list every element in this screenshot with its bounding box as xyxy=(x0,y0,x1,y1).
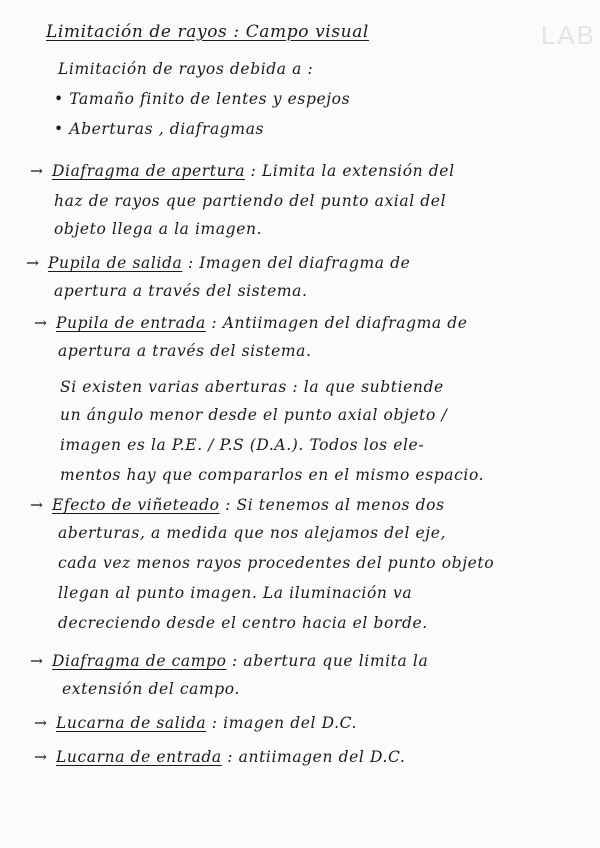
definition: : Limita la extensión del xyxy=(245,162,455,180)
term: Lucarna de salida xyxy=(56,714,207,732)
definition-line: mentos hay que compararlos en el mismo espacio. xyxy=(60,466,485,484)
definition-line: llegan al punto imagen. La iluminación va xyxy=(58,584,413,602)
term: Pupila de entrada xyxy=(56,314,206,332)
section-diafragma-campo xyxy=(30,652,428,670)
term: Pupila de salida xyxy=(48,254,183,272)
arrow-icon: → xyxy=(30,496,44,514)
definition-line: cada vez menos rayos procedentes del punto objeto xyxy=(58,554,495,572)
term: Diafragma de campo xyxy=(52,652,227,670)
definition-line: objeto llega a la imagen. xyxy=(54,220,263,238)
definition-line: aberturas, a medida que nos alejamos del eje, xyxy=(58,524,447,542)
arrow-icon: → xyxy=(34,748,48,766)
definition-line: decreciendo desde el centro hacia el borde. xyxy=(58,614,428,632)
bleed-through-mark: LAB xyxy=(540,20,596,50)
term: Efecto de viñeteado xyxy=(52,496,220,514)
page-title: Limitación de rayos : Campo visual xyxy=(46,22,369,42)
definition: : imagen del D.C. xyxy=(206,714,358,732)
definition: : abertura que limita la xyxy=(226,652,429,670)
term: Lucarna de entrada xyxy=(56,748,222,766)
definition-line: un ángulo menor desde el punto axial objeto / xyxy=(60,406,448,424)
section-pupila-entrada xyxy=(34,314,468,332)
section-efecto-vineteado xyxy=(30,496,445,514)
bullet-1: • Tamaño finito de lentes y espejos xyxy=(54,90,351,108)
section-pupila-salida xyxy=(26,254,410,272)
term: Diafragma de apertura xyxy=(52,162,246,180)
arrow-icon: → xyxy=(26,254,40,272)
bullet-2: • Aberturas , diafragmas xyxy=(54,120,265,138)
definition-line: extensión del campo. xyxy=(62,680,240,698)
definition-line: apertura a través del sistema. xyxy=(58,342,312,360)
definition: : Si tenemos al menos dos xyxy=(219,496,445,514)
arrow-icon: → xyxy=(30,162,44,180)
definition-line: haz de rayos que partiendo del punto axial del xyxy=(54,192,447,210)
definition: : Imagen del diafragma de xyxy=(182,254,411,272)
definition-line: apertura a través del sistema. xyxy=(54,282,308,300)
intro-line: Limitación de rayos debida a : xyxy=(58,60,314,78)
definition-line: Si existen varias aberturas : la que subtiende xyxy=(60,378,444,396)
arrow-icon: → xyxy=(34,314,48,332)
arrow-icon: → xyxy=(34,714,48,732)
definition-line: imagen es la P.E. / P.S (D.A.). Todos los ele- xyxy=(60,436,425,454)
definition: : antiimagen del D.C. xyxy=(221,748,406,766)
section-diafragma-apertura xyxy=(30,162,455,180)
section-lucarna-salida xyxy=(34,714,357,732)
arrow-icon: → xyxy=(30,652,44,670)
section-lucarna-entrada xyxy=(34,748,405,766)
definition: : Antiimagen del diafragma de xyxy=(205,314,468,332)
